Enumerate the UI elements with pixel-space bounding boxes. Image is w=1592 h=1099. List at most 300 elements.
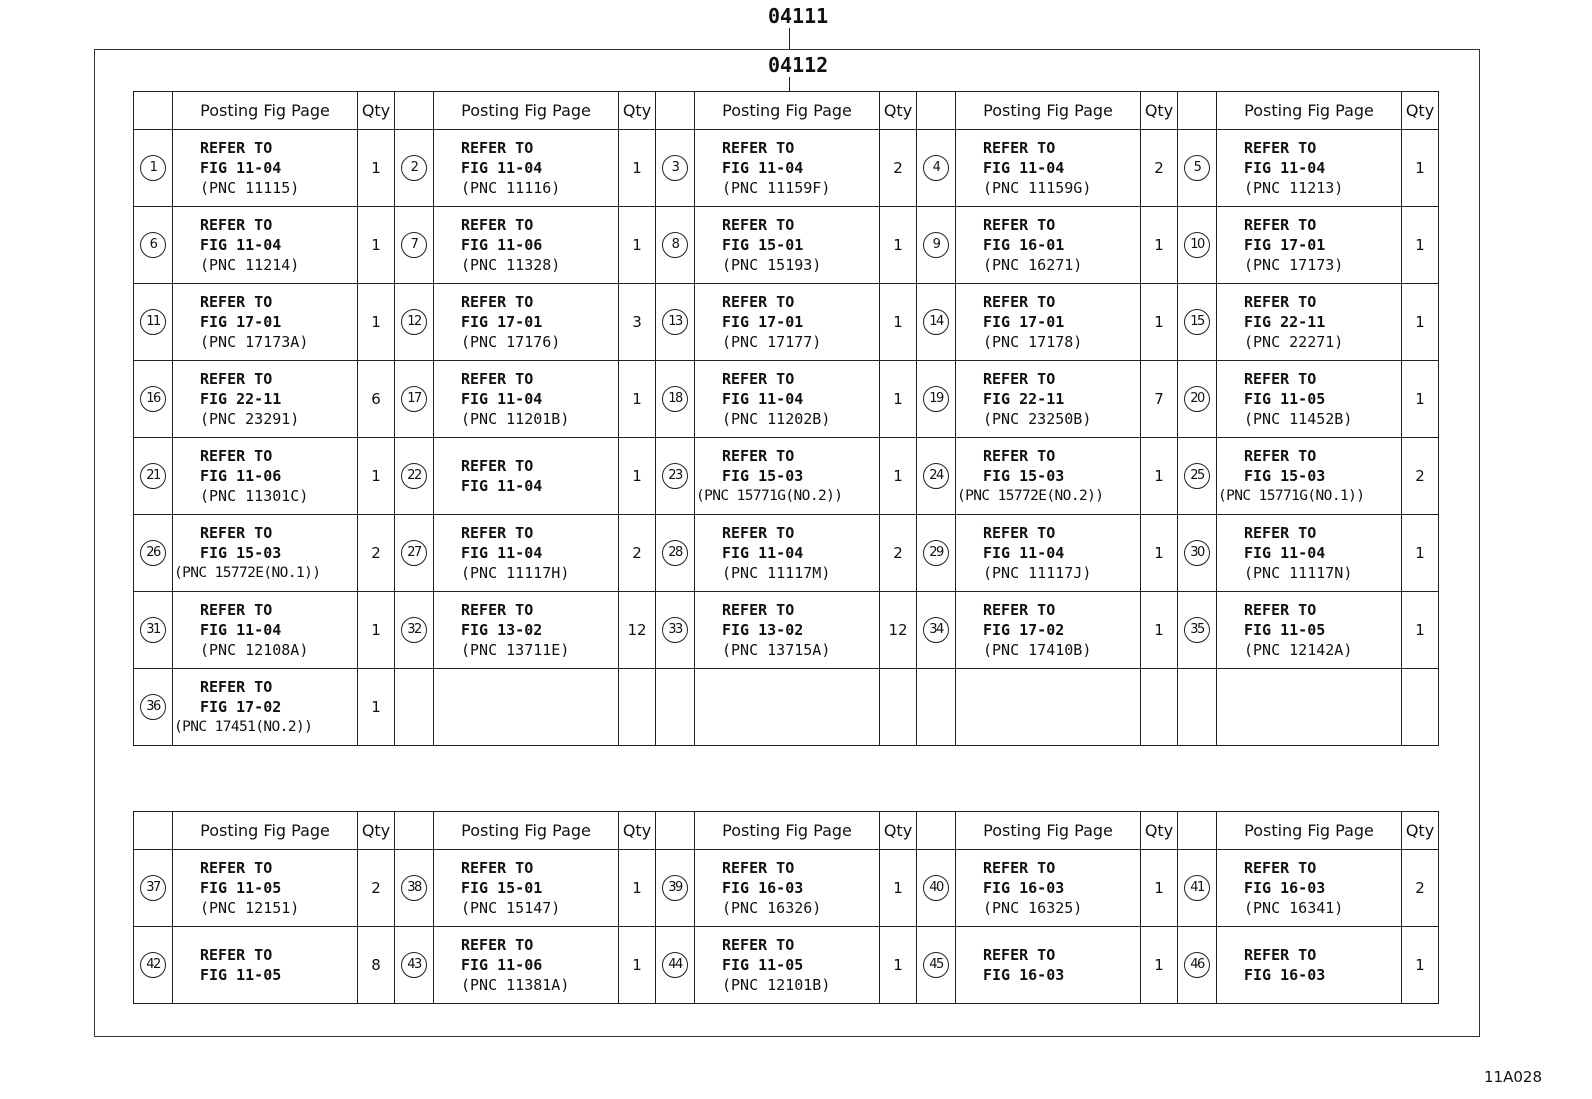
pnc-code: (PNC 11328) [461,256,561,274]
fig-reference[interactable] [173,523,357,583]
fig-reference[interactable] [434,215,618,275]
fig-reference[interactable] [956,858,1140,918]
item-number: 31 [140,617,166,643]
qty-value: 1 [893,956,903,974]
fig-reference[interactable] [173,945,357,985]
qty-cell [358,927,395,1004]
header-posting: Posting Fig Page [1217,92,1402,130]
fig-reference[interactable] [956,138,1140,198]
item-number: 22 [401,463,427,489]
posting-cell [173,438,358,515]
fig-number: FIG 16-03 [983,879,1065,897]
fig-reference[interactable] [434,858,618,918]
qty-value: 3 [632,313,642,331]
qty-cell [358,207,395,284]
item-number-cell [917,438,956,515]
item-number-cell [656,130,695,207]
table-row [134,850,1439,927]
qty-cell [1141,130,1178,207]
pnc-code: (PNC 12108A) [200,641,309,659]
pnc-code: (PNC 11214) [200,256,300,274]
part-code-04111: 04111 [768,4,829,28]
item-number: 37 [140,875,166,901]
item-number-cell [395,515,434,592]
item-number: 13 [662,309,688,335]
fig-reference[interactable] [956,523,1140,583]
posting-cell [1217,361,1402,438]
qty-value: 6 [371,390,381,408]
fig-reference[interactable] [956,215,1140,275]
fig-reference[interactable] [1217,138,1401,198]
fig-reference[interactable] [695,138,879,198]
header-posting: Posting Fig Page [173,92,358,130]
fig-reference[interactable] [956,945,1140,985]
qty-value: 1 [371,159,381,177]
item-number-cell [917,592,956,669]
header-qty: Qty [358,812,395,850]
refer-to-text: REFER TO [200,293,273,311]
item-number: 15 [1184,309,1210,335]
fig-number: FIG 17-01 [461,313,543,331]
qty-value: 1 [371,236,381,254]
header-blank [917,812,956,850]
table-header-row [134,92,1439,130]
posting-cell [695,130,880,207]
qty-cell [619,361,656,438]
header-posting: Posting Fig Page [1217,812,1402,850]
fig-number: FIG 11-04 [461,390,543,408]
fig-number: FIG 11-05 [200,966,282,984]
qty-cell [1141,284,1178,361]
fig-number: FIG 17-01 [722,313,804,331]
refer-to-text: REFER TO [1244,370,1317,388]
refer-to-text: REFER TO [461,859,534,877]
item-number-cell [1178,592,1217,669]
qty-cell [619,284,656,361]
header-qty: Qty [358,92,395,130]
item-number: 44 [662,952,688,978]
item-number-cell [1178,438,1217,515]
item-number-cell [917,850,956,927]
qty-value: 1 [371,698,381,716]
header-blank [656,812,695,850]
fig-number: FIG 11-04 [983,159,1065,177]
item-number: 17 [401,386,427,412]
fig-reference[interactable] [173,858,357,918]
qty-value: 7 [1154,390,1164,408]
qty-value: 1 [1415,544,1425,562]
item-number-cell [1178,669,1217,746]
qty-value: 1 [893,879,903,897]
posting-cell [173,669,358,746]
qty-cell [1141,207,1178,284]
item-number: 11 [140,309,166,335]
item-number: 33 [662,617,688,643]
table-row [134,438,1439,515]
fig-reference[interactable] [434,138,618,198]
fig-number: FIG 11-04 [722,544,804,562]
refer-to-text: REFER TO [200,601,273,619]
qty-cell [619,669,656,746]
fig-reference[interactable] [1217,523,1401,583]
part-code-04112: 04112 [768,53,829,77]
item-number-cell [656,284,695,361]
item-number-cell [656,592,695,669]
item-number: 30 [1184,540,1210,566]
item-number: 25 [1184,463,1210,489]
item-number: 4 [923,155,949,181]
item-number: 2 [401,155,427,181]
qty-value: 2 [1415,467,1425,485]
item-number: 41 [1184,875,1210,901]
fig-number: FIG 11-04 [1244,159,1326,177]
posting-cell [434,592,619,669]
pnc-code: (PNC 11117M) [722,564,831,582]
fig-reference[interactable] [434,935,618,995]
reference-table-1 [133,91,1439,746]
header-posting: Posting Fig Page [434,812,619,850]
item-number-cell [1178,515,1217,592]
item-number-cell [917,515,956,592]
item-number-cell [1178,207,1217,284]
qty-cell [1141,927,1178,1004]
fig-number: FIG 11-04 [983,544,1065,562]
reference-table-2 [133,811,1439,1004]
header-blank [134,812,173,850]
qty-cell [1402,361,1439,438]
fig-reference[interactable] [695,600,879,660]
pnc-code: (PNC 15772E(NO.1)) [174,565,321,581]
pnc-code: (PNC 11117N) [1244,564,1353,582]
qty-cell [1141,592,1178,669]
header-posting: Posting Fig Page [434,92,619,130]
item-number-cell [134,592,173,669]
posting-cell [173,515,358,592]
fig-number: FIG 17-02 [983,621,1065,639]
fig-number: FIG 17-01 [200,313,282,331]
fig-number: FIG 22-11 [983,390,1065,408]
posting-cell [434,130,619,207]
pnc-code: (PNC 17173A) [200,333,309,351]
header-posting: Posting Fig Page [173,812,358,850]
pnc-code: (PNC 17451(NO.2)) [174,719,313,735]
fig-number: FIG 22-11 [200,390,282,408]
fig-reference[interactable] [1217,446,1401,506]
fig-number: FIG 11-06 [461,956,543,974]
fig-number: FIG 11-05 [722,956,804,974]
pnc-code: (PNC 11452B) [1244,410,1353,428]
posting-cell [1217,850,1402,927]
item-number: 10 [1184,232,1210,258]
qty-value: 1 [1154,313,1164,331]
qty-cell [1141,438,1178,515]
fig-reference[interactable] [1217,858,1401,918]
fig-number: FIG 13-02 [722,621,804,639]
fig-reference[interactable] [695,369,879,429]
pnc-code: (PNC 11159F) [722,179,831,197]
fig-reference[interactable] [695,523,879,583]
fig-reference[interactable] [956,446,1140,506]
refer-to-text: REFER TO [200,859,273,877]
fig-reference[interactable] [173,215,357,275]
fig-reference[interactable] [1217,600,1401,660]
qty-cell [1402,207,1439,284]
item-number-cell [1178,284,1217,361]
posting-cell [434,515,619,592]
item-number-cell [134,438,173,515]
pnc-code: (PNC 12142A) [1244,641,1353,659]
refer-to-text: REFER TO [1244,139,1317,157]
qty-cell [619,592,656,669]
header-qty: Qty [619,92,656,130]
qty-value: 1 [371,621,381,639]
fig-number: FIG 15-03 [722,467,804,485]
pnc-code: (PNC 15193) [722,256,822,274]
pnc-code: (PNC 15772E(NO.2)) [957,488,1104,504]
header-blank [395,812,434,850]
item-number-cell [656,207,695,284]
item-number-cell [917,130,956,207]
fig-reference[interactable] [695,215,879,275]
fig-number: FIG 11-04 [200,159,282,177]
fig-reference[interactable] [695,292,879,352]
table-row [134,592,1439,669]
fig-reference[interactable] [434,369,618,429]
qty-value: 8 [371,956,381,974]
qty-value: 1 [1415,956,1425,974]
refer-to-text: REFER TO [461,457,534,475]
posting-cell [1217,207,1402,284]
refer-to-text: REFER TO [983,946,1056,964]
pnc-code: (PNC 11213) [1244,179,1344,197]
header-blank [134,92,173,130]
item-number-cell [395,284,434,361]
qty-value: 1 [1154,236,1164,254]
pnc-code: (PNC 12151) [200,899,300,917]
posting-cell [1217,592,1402,669]
posting-cell [695,592,880,669]
posting-cell [956,438,1141,515]
item-number-cell [395,927,434,1004]
refer-to-text: REFER TO [983,139,1056,157]
pnc-code: (PNC 17410B) [983,641,1092,659]
fig-number: FIG 13-02 [461,621,543,639]
qty-cell [880,361,917,438]
posting-cell [434,850,619,927]
fig-reference[interactable] [173,369,357,429]
refer-to-text: REFER TO [722,859,795,877]
refer-to-text: REFER TO [461,524,534,542]
refer-to-text: REFER TO [461,936,534,954]
qty-cell [1402,850,1439,927]
qty-cell [880,669,917,746]
fig-number: FIG 11-04 [461,477,543,495]
fig-reference[interactable] [1217,215,1401,275]
item-number: 1 [140,155,166,181]
fig-reference[interactable] [173,446,357,506]
fig-number: FIG 16-03 [1244,966,1326,984]
posting-cell [956,130,1141,207]
fig-reference[interactable] [434,523,618,583]
item-number: 3 [662,155,688,181]
item-number: 27 [401,540,427,566]
posting-cell [695,361,880,438]
fig-reference[interactable] [695,446,879,506]
header-blank [917,92,956,130]
refer-to-text: REFER TO [722,216,795,234]
qty-cell [619,207,656,284]
qty-value: 1 [632,236,642,254]
header-blank [656,92,695,130]
header-posting: Posting Fig Page [695,812,880,850]
refer-to-text: REFER TO [1244,946,1317,964]
fig-reference[interactable] [956,600,1140,660]
item-number: 14 [923,309,949,335]
qty-value: 1 [632,879,642,897]
pnc-code: (PNC 17178) [983,333,1083,351]
refer-to-text: REFER TO [200,139,273,157]
qty-value: 2 [893,544,903,562]
fig-reference[interactable] [173,677,357,737]
fig-reference[interactable] [173,600,357,660]
refer-to-text: REFER TO [461,293,534,311]
qty-cell [619,850,656,927]
refer-to-text: REFER TO [1244,524,1317,542]
item-number: 9 [923,232,949,258]
fig-reference[interactable] [1217,292,1401,352]
refer-to-text: REFER TO [983,601,1056,619]
pnc-code: (PNC 22271) [1244,333,1344,351]
fig-number: FIG 15-01 [722,236,804,254]
fig-number: FIG 15-03 [983,467,1065,485]
posting-cell [695,438,880,515]
refer-to-text: REFER TO [200,370,273,388]
fig-number: FIG 17-02 [200,698,282,716]
qty-value: 1 [1154,956,1164,974]
qty-value: 1 [893,236,903,254]
posting-cell [434,284,619,361]
fig-reference[interactable] [173,292,357,352]
fig-number: FIG 16-01 [983,236,1065,254]
fig-reference[interactable] [956,292,1140,352]
fig-number: FIG 11-04 [200,621,282,639]
posting-cell [434,207,619,284]
item-number: 43 [401,952,427,978]
fig-reference[interactable] [695,858,879,918]
qty-value: 1 [632,390,642,408]
posting-cell [956,284,1141,361]
table-row [134,130,1439,207]
refer-to-text: REFER TO [461,601,534,619]
fig-reference[interactable] [434,292,618,352]
posting-cell [434,669,619,746]
posting-cell [434,361,619,438]
item-number: 34 [923,617,949,643]
qty-value: 1 [893,390,903,408]
posting-cell [956,361,1141,438]
item-number-cell [134,515,173,592]
pnc-code: (PNC 11202B) [722,410,831,428]
pnc-code: (PNC 13711E) [461,641,570,659]
header-posting: Posting Fig Page [956,92,1141,130]
header-posting: Posting Fig Page [956,812,1141,850]
qty-cell [619,927,656,1004]
fig-reference[interactable] [956,369,1140,429]
item-number-cell [1178,850,1217,927]
qty-cell [358,130,395,207]
item-number: 36 [140,694,166,720]
qty-cell [358,438,395,515]
refer-to-text: REFER TO [983,447,1056,465]
pnc-code: (PNC 11201B) [461,410,570,428]
qty-cell [880,515,917,592]
qty-value: 1 [1154,621,1164,639]
pnc-code: (PNC 17176) [461,333,561,351]
posting-cell [173,927,358,1004]
fig-reference[interactable] [1217,369,1401,429]
pnc-code: (PNC 11117H) [461,564,570,582]
item-number: 39 [662,875,688,901]
qty-cell [880,284,917,361]
qty-value: 12 [627,621,647,639]
refer-to-text: REFER TO [1244,859,1317,877]
pnc-code: (PNC 11116) [461,179,561,197]
pnc-code: (PNC 17177) [722,333,822,351]
item-number-cell [1178,130,1217,207]
posting-cell [956,927,1141,1004]
qty-cell [880,207,917,284]
item-number: 21 [140,463,166,489]
fig-number: FIG 11-04 [1244,544,1326,562]
fig-number: FIG 15-03 [200,544,282,562]
fig-reference[interactable] [173,138,357,198]
fig-number: FIG 16-03 [722,879,804,897]
fig-number: FIG 11-04 [722,159,804,177]
item-number: 26 [140,540,166,566]
refer-to-text: REFER TO [722,936,795,954]
fig-reference[interactable] [1217,945,1401,985]
fig-number: FIG 11-04 [200,236,282,254]
item-number: 5 [1184,155,1210,181]
fig-reference[interactable] [695,935,879,995]
qty-value: 1 [1415,621,1425,639]
fig-reference[interactable] [434,456,618,496]
refer-to-text: REFER TO [983,370,1056,388]
qty-cell [1402,927,1439,1004]
refer-to-text: REFER TO [200,216,273,234]
leader-line-top [789,28,790,49]
header-qty: Qty [1141,92,1178,130]
fig-number: FIG 17-01 [1244,236,1326,254]
qty-cell [880,927,917,1004]
fig-reference[interactable] [434,600,618,660]
refer-to-text: REFER TO [722,447,795,465]
header-qty: Qty [619,812,656,850]
item-number: 40 [923,875,949,901]
item-number-cell [395,592,434,669]
item-number: 46 [1184,952,1210,978]
refer-to-text: REFER TO [1244,601,1317,619]
posting-cell [173,207,358,284]
posting-cell [1217,927,1402,1004]
refer-to-text: REFER TO [983,524,1056,542]
item-number-cell [395,438,434,515]
table-row [134,927,1439,1004]
pnc-code: (PNC 15771G(NO.1)) [1218,488,1365,504]
pnc-code: (PNC 15771G(NO.2)) [696,488,843,504]
refer-to-text: REFER TO [722,370,795,388]
qty-value: 1 [1154,467,1164,485]
